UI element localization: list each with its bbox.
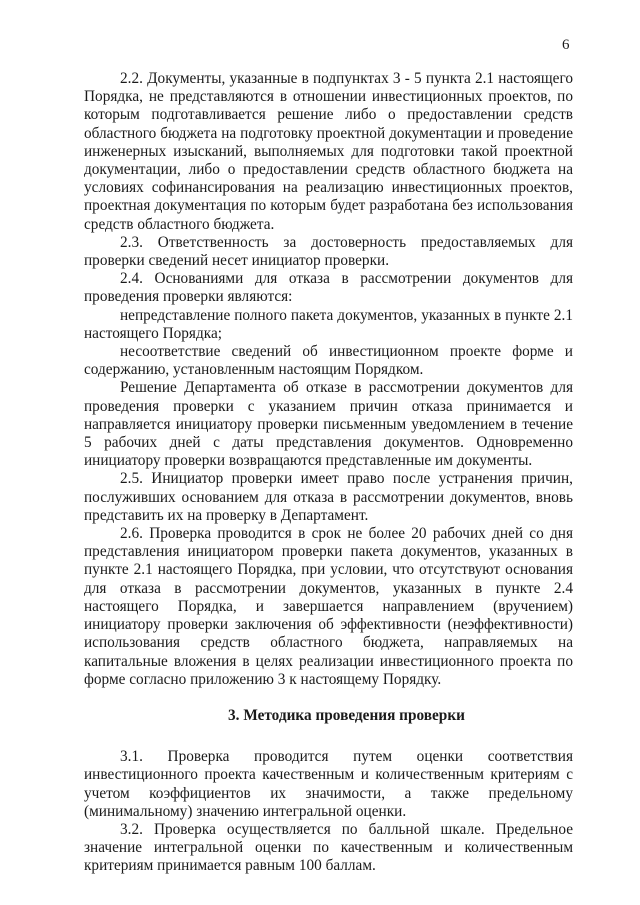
paragraph-2-4-item-1: непредставление полного пакета документов, указанных в пункте 2.1 настоящего Порядка;	[84, 306, 573, 342]
document-body	[84, 70, 573, 876]
page-number: 6	[562, 37, 570, 53]
section-heading: 3. Методика проведения проверки	[228, 706, 465, 724]
paragraph-refusal-decision: Решение Департамента об отказе в рассмотрении документов для проведения проверки с указанием причин отказа принимается и направляется инициатору проверки письменным уведомлением в течение 5 рабочих дней с даты представления документов. Одновременно инициатору проверки возвращаются представленные им документы.	[84, 379, 573, 470]
paragraph-2-5: 2.5. Инициатор проверки имеет право после устранения причин, послуживших основанием для отказа в рассмотрении документов, вновь представить их на проверку в Департамент.	[84, 470, 573, 524]
paragraph-2-2: 2.2. Документы, указанные в подпунктах 3 - 5 пункта 2.1 настоящего Порядка, не представляются в отношении инвестиционных проектов, по которым подготавливается решение либо о предоставлении средств областного бюджета на подготовку проектной документации и проведение инженерных изысканий, выполняемых для подготовки такой проектной документации, либо о предоставлении средств областного бюджета на условиях софинансирования на реализацию инвестиционных проектов, проектная документация по которым будет разработана без использования средств областного бюджета.	[84, 70, 573, 233]
paragraph-2-4: 2.4. Основаниями для отказа в рассмотрении документов для проведения проверки являются:	[84, 270, 573, 306]
paragraph-2-3: 2.3. Ответственность за достоверность предоставляемых для проверки сведений несет инициатор проверки.	[84, 233, 573, 270]
paragraph-3-2: 3.2. Проверка осуществляется по балльной шкале. Предельное значение интегральной оценки по качественным и количественным критериям принимается равным 100 баллам.	[84, 820, 573, 875]
spacer	[84, 725, 573, 748]
paragraph-2-6: 2.6. Проверка проводится в срок не более 20 рабочих дней со дня представления инициатором проверки пакета документов, указанных в пункте 2.1 настоящего Порядка, при условии, что отсутствуют основания для отказа в рассмотрении документов, указанных в пункте 2.4 настоящего Порядка, и завершается направлением (вручением) инициатору проверки заключения об эффективности (неэффективности) использования средств областного бюджета, направляемых на капитальные вложения в целях реализации инвестиционного проекта по форме согласно приложению 3 к настоящему Порядку.	[84, 525, 573, 688]
paragraph-2-4-item-2: несоответствие сведений об инвестиционном проекте форме и содержанию, установленным настоящим Порядком.	[84, 343, 573, 379]
spacer	[84, 689, 573, 707]
paragraph-3-1: 3.1. Проверка проводится путем оценки соответствия инвестиционного проекта качественным и количественным критериям с учетом коэффициентов их значимости, а также предельному (минимальному) значению интегральной оценки.	[84, 748, 573, 820]
